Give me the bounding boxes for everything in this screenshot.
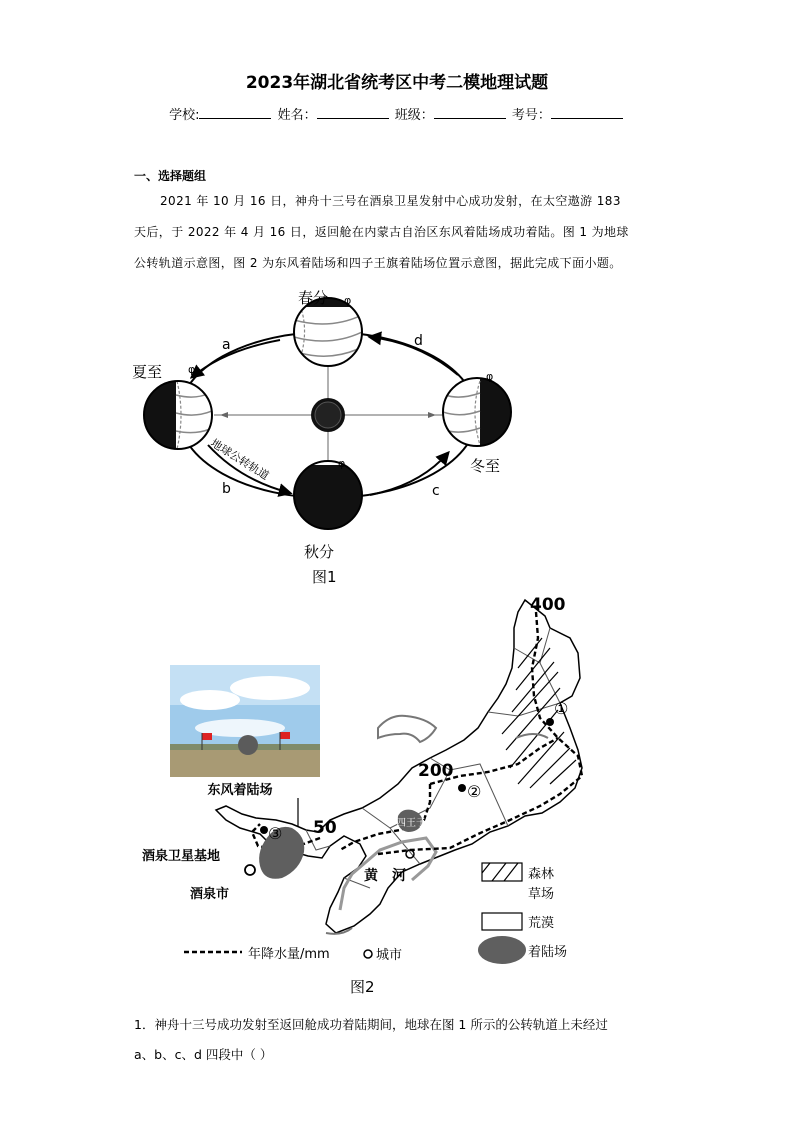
siziwang-label: 四王子 bbox=[396, 818, 426, 829]
label-summer: 夏至 bbox=[132, 363, 163, 381]
intro-line-2: 天后，于 2022 年 4 月 16 日，返回舱在内蒙古自治区东风着陆场成功着陆。图 1 为地球 bbox=[134, 225, 629, 239]
isoline-200: 200 bbox=[418, 761, 454, 781]
legend-desert: 荒漠 bbox=[528, 916, 555, 931]
grey-boundary bbox=[378, 716, 436, 742]
svg-text:φ: φ bbox=[338, 457, 346, 470]
svg-text:φ: φ bbox=[188, 363, 196, 376]
label-autumn: 秋分 bbox=[304, 543, 335, 561]
label-spring: 春分 bbox=[298, 289, 329, 307]
name-blank[interactable] bbox=[317, 106, 389, 119]
figure-2-map bbox=[130, 588, 600, 1000]
question-1-line-2: a、b、c、d 四段中（ ） bbox=[134, 1047, 273, 1062]
legend-forest: 森林 bbox=[528, 867, 555, 882]
legend-city: 城市 bbox=[376, 948, 403, 963]
intro-line-3: 公转轨道示意图，图 2 为东风着陆场和四子王旗着陆场位置示意图，据此完成下面小题。 bbox=[134, 256, 622, 270]
name-label: 姓名： bbox=[277, 108, 317, 123]
marker-2: ② bbox=[467, 782, 482, 801]
figure-2-caption: 图2 bbox=[350, 978, 375, 996]
question-1-line-1: 1．神舟十三号成功发射至返回舱成功着陆期间，地球在图 1 所示的公转轨道上未经过 bbox=[134, 1017, 608, 1032]
legend-grass: 草场 bbox=[528, 887, 555, 902]
legend-precip: 年降水量/mm bbox=[248, 947, 330, 962]
isoline-50: 50 bbox=[313, 818, 337, 838]
class-label: 班级： bbox=[394, 108, 434, 123]
school-blank[interactable] bbox=[199, 106, 271, 119]
svg-text:φ: φ bbox=[344, 294, 352, 307]
marker-3: ③ bbox=[268, 824, 283, 843]
landing-photo bbox=[170, 665, 320, 777]
legend-landing: 着陆场 bbox=[528, 945, 568, 960]
map-legend bbox=[478, 863, 567, 964]
segment-a: a bbox=[222, 337, 231, 353]
school-label: 学校: bbox=[169, 108, 200, 123]
jiuquan-city-label: 酒泉市 bbox=[190, 887, 230, 902]
class-blank[interactable] bbox=[434, 106, 506, 119]
jiuquan-city-marker bbox=[245, 865, 255, 875]
earth-autumn bbox=[290, 455, 370, 535]
segment-b: b bbox=[222, 481, 231, 497]
figure-1-orbit-diagram bbox=[130, 285, 530, 590]
orbit-label: 地球公转轨道 bbox=[208, 436, 272, 483]
figure-1-caption: 图1 bbox=[312, 568, 337, 586]
intro-line-1: 2021 年 10 月 16 日，神舟十三号在酒泉卫星发射中心成功发射，在太空遨游 183 bbox=[160, 194, 621, 208]
student-info-line bbox=[0, 104, 794, 123]
arrow-a bbox=[192, 340, 280, 377]
segment-c: c bbox=[432, 483, 440, 499]
label-winter: 冬至 bbox=[470, 457, 501, 475]
segment-d: d bbox=[414, 333, 423, 349]
earth-winter bbox=[440, 370, 520, 455]
marker-1: ① bbox=[554, 699, 569, 718]
dongfeng-label: 东风着陆场 bbox=[207, 783, 273, 798]
page-title: 2023年湖北省统考区中考二模地理试题 bbox=[245, 73, 549, 93]
isoline-400: 400 bbox=[530, 595, 566, 615]
exam-no-label: 考号： bbox=[511, 108, 551, 123]
section-heading: 一、选择题组 bbox=[134, 169, 207, 183]
yellow-river-label: 黄 河 bbox=[364, 868, 406, 884]
jiuquan-base-label: 酒泉卫星基地 bbox=[142, 849, 221, 864]
sun-icon bbox=[311, 398, 345, 432]
exam-no-blank[interactable] bbox=[551, 106, 623, 119]
svg-text:φ: φ bbox=[486, 370, 494, 383]
